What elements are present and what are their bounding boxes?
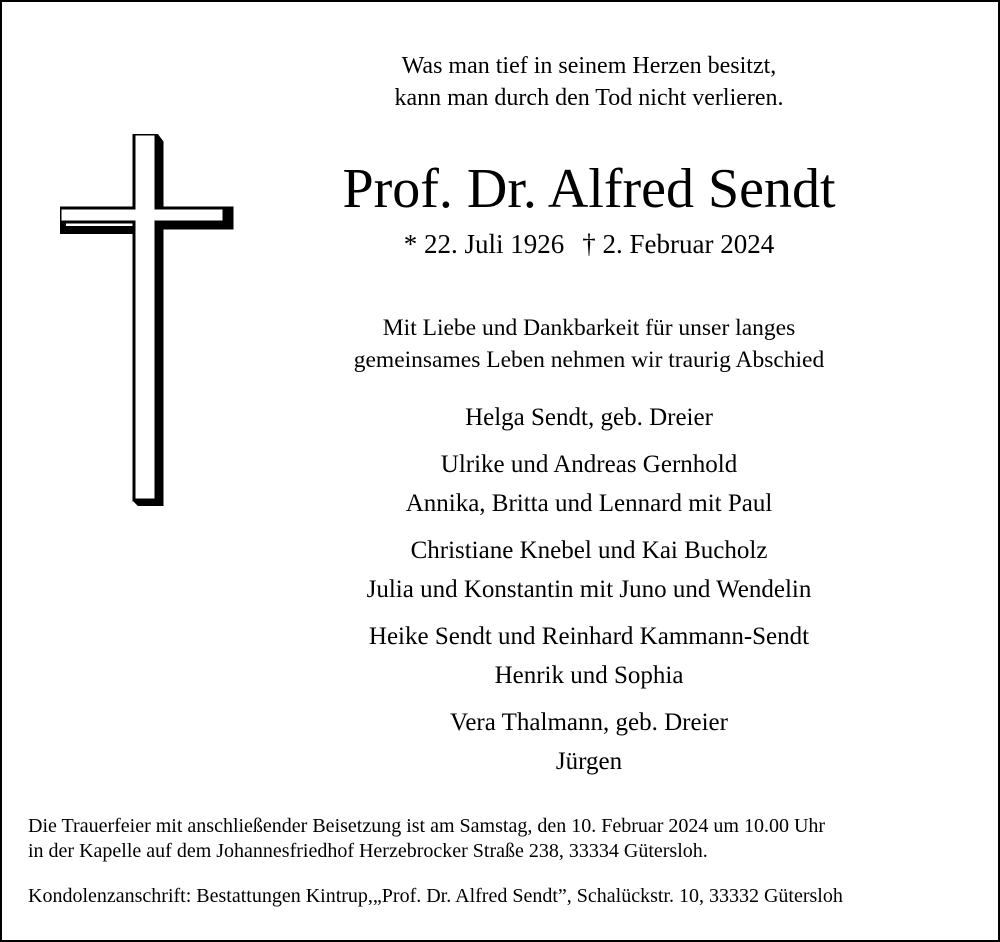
funeral-line-2: in der Kapelle auf dem Johannesfriedhof Herzebrocker Straße 238, 33334 Gütersloh. bbox=[28, 840, 708, 862]
mourner-group bbox=[276, 398, 902, 437]
message-line-2: gemeinsames Leben nehmen wir traurig Abschied bbox=[353, 347, 825, 373]
christian-cross-icon bbox=[60, 134, 236, 506]
mourner-line: Vera Thalmann, geb. Dreier bbox=[450, 709, 728, 736]
motto bbox=[276, 50, 902, 114]
mourner-line: Helga Sendt, geb. Dreier bbox=[465, 404, 713, 431]
farewell-message bbox=[276, 312, 902, 376]
motto-line-2: kann man durch den Tod nicht verlieren. bbox=[394, 85, 784, 111]
mourner-line: Henrik und Sophia bbox=[494, 662, 684, 689]
funeral-line-1: Die Trauerfeier mit anschließender Beisetzung ist am Samstag, den 10. Februar 2024 um 10.00 Uhr bbox=[28, 815, 826, 837]
mourner-group bbox=[276, 445, 902, 523]
mourner-line: Ulrike und Andreas Gernhold bbox=[440, 451, 738, 478]
mourner-group bbox=[276, 617, 902, 695]
mourner-line: Christiane Knebel und Kai Bucholz bbox=[410, 537, 768, 564]
mourner-line: Julia und Konstantin mit Juno und Wendelin bbox=[366, 576, 812, 603]
message-line-1: Mit Liebe und Dankbarkeit für unser langes bbox=[382, 315, 796, 341]
mourner-line: Jürgen bbox=[555, 748, 623, 775]
funeral-details bbox=[28, 814, 825, 864]
mourner-line: Heike Sendt und Reinhard Kammann-Sendt bbox=[368, 623, 810, 650]
death-date: † 2. Februar 2024 bbox=[582, 229, 775, 259]
deceased-name: Prof. Dr. Alfred Sendt bbox=[342, 158, 836, 220]
mourner-group bbox=[276, 531, 902, 609]
mourner-group bbox=[276, 703, 902, 781]
mourner-line: Annika, Britta und Lennard mit Paul bbox=[405, 490, 773, 517]
motto-line-1: Was man tief in seinem Herzen besitzt, bbox=[401, 53, 777, 79]
condolence-address: Kondolenzanschrift: Bestattungen Kintrup,„Prof. Dr. Alfred Sendt”, Schalückstr. 10, 33332 Gütersloh bbox=[28, 885, 843, 907]
mourners-list bbox=[276, 398, 902, 781]
life-dates bbox=[276, 226, 902, 262]
birth-date: * 22. Juli 1926 bbox=[403, 229, 565, 259]
